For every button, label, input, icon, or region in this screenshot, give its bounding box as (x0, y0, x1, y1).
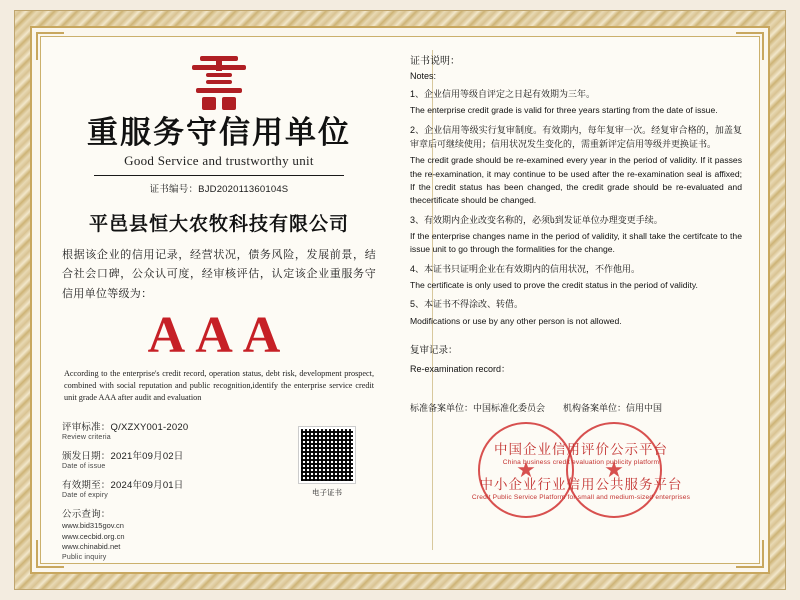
note-item (410, 262, 742, 293)
platform-1-en: China business credit evaluation publicity platform (502, 459, 660, 466)
review-criteria-label-en: Review criteria (62, 433, 111, 441)
note-3-cn: 3、有效期内企业改变名称的，必须ს到发证单位办理变更手续。 (410, 214, 663, 225)
shou-character-emblem-icon (182, 52, 256, 114)
certificate-right-pane (392, 36, 760, 564)
citation-text-cn: 根据该企业的信用记录，经营状况，债务风险，发展前景，结合社会口碑，公众认可度，经审核评估，认定该企业重服务守信用单位等级为： (62, 249, 376, 300)
note-1-en: The enterprise credit grade is valid for three years starting from the date of issue. (410, 105, 718, 116)
note-item (410, 123, 742, 208)
note-item (410, 213, 742, 257)
institution-filing-label: 机构备案单位： (563, 403, 627, 414)
public-inquiry-links (62, 521, 382, 554)
qr-code-icon (299, 427, 355, 483)
notes-title-cn: 证书说明： (410, 56, 460, 67)
standard-filing-value: 中国标准化委员会 (473, 403, 546, 414)
reexamination-label-cn: 复审记录： (410, 345, 458, 357)
expiry-date-label-en: Date of expiry (62, 491, 108, 499)
certificate-number (56, 181, 382, 195)
company-name: 平邑县恒大农牧科技有限公司 (88, 214, 349, 236)
citation-text-en: According to the enterprise's credit record, operation status, debt risk, development prospect, combined with social reputation and public recognition,identify the enterprise service credit unit grade AAA after audit and evaluation (64, 368, 374, 403)
seal-area (416, 420, 746, 530)
certificate-meta (56, 419, 382, 562)
review-criteria-label: 评审标准： (62, 421, 111, 433)
expiry-date-value: 2024年09月01日 (110, 479, 184, 491)
seal-star-icon: ★ (516, 457, 536, 482)
title-divider (94, 175, 344, 176)
note-item (410, 87, 742, 118)
reexamination-label-en: Re-examination record： (410, 364, 511, 375)
filing-units (410, 401, 742, 414)
certificate-content (40, 36, 760, 564)
public-inquiry-label-en: Public inquiry (62, 554, 107, 562)
issue-date-label: 颁发日期： (62, 450, 111, 462)
note-5-en: Modifications or use by any other person is not allowed. (410, 315, 622, 326)
certificate-number-value: BJD202011360104S (198, 184, 289, 196)
inquiry-link-3[interactable]: www.chinabid.net (62, 542, 121, 552)
certificate-left-pane (40, 36, 392, 564)
note-2-en: The credit grade should be re-examined every year in the period of validity. If it passes the re-examination, it may continue to be used after the re-examination seal is affixed; If the credit status has been changed, the credit grade should be re-evaluated and thecertificate should be changed. (410, 155, 742, 206)
inquiry-link-1[interactable]: www.bid315gov.cn (62, 520, 124, 530)
qr-code-label: 电子证书 (312, 487, 342, 497)
institution-filing-unit (563, 401, 662, 414)
review-criteria-value: Q/XZXY001-2020 (110, 421, 189, 433)
issue-date-label-en: Date of issue (62, 462, 106, 470)
platform-names (416, 438, 746, 508)
note-4-en: The certificate is only used to prove the credit status in the period of validity. (410, 280, 698, 291)
reexamination-record (410, 342, 742, 375)
certificate-title-en: Good Service and trustworthy unit (124, 153, 314, 169)
credit-grade: AAA (147, 306, 291, 364)
standard-filing-label: 标准备案单位： (410, 403, 474, 414)
note-item (410, 297, 742, 328)
standard-filing-unit (410, 401, 545, 414)
qr-code-block (298, 427, 356, 498)
note-4-cn: 4、本证书只证明企业在有效期内的信用状况，不作他用。 (410, 263, 641, 274)
certificate-number-label: 证书编号： (149, 184, 199, 196)
expiry-date-label: 有效期至： (62, 479, 111, 491)
note-2-cn: 2、企业信用等级实行复审制度。有效期内，每年复审一次。经复审合格的，加盖复审章后可继续使用；信用状况发生变化的，需重新评定信用等级并更换证书。 (410, 124, 742, 150)
platform-2-cn: 中小企业行业信用公共服务平台 (479, 477, 683, 492)
note-3-en: If the enterprise changes name in the period of validity, it shall take the certifcate to the issue unit to go through the formalities for the change. (410, 231, 742, 255)
certificate-title-cn: 重服务守信用单位 (87, 115, 351, 150)
public-inquiry-label: 公示查询： (62, 508, 111, 520)
platform-2-en: Credit Public Service Platform for small and medium-sized enterprises (471, 494, 691, 501)
note-1-cn: 1、企业信用等级自评定之日起有效期为三年。 (410, 89, 596, 99)
seal-star-icon: ★ (604, 457, 624, 482)
inquiry-link-2[interactable]: www.cecbid.org.cn (62, 531, 125, 541)
meta-row-public-inquiry (62, 506, 382, 562)
note-5-cn: 5、本证书不得涂改、转借。 (410, 299, 524, 310)
issue-date-value: 2021年09月02日 (110, 450, 184, 462)
institution-filing-value: 信用中国 (626, 403, 663, 414)
notes-title-en: Notes: (410, 71, 437, 81)
platform-1-cn: 中国企业信用评价公示平台 (494, 442, 668, 457)
